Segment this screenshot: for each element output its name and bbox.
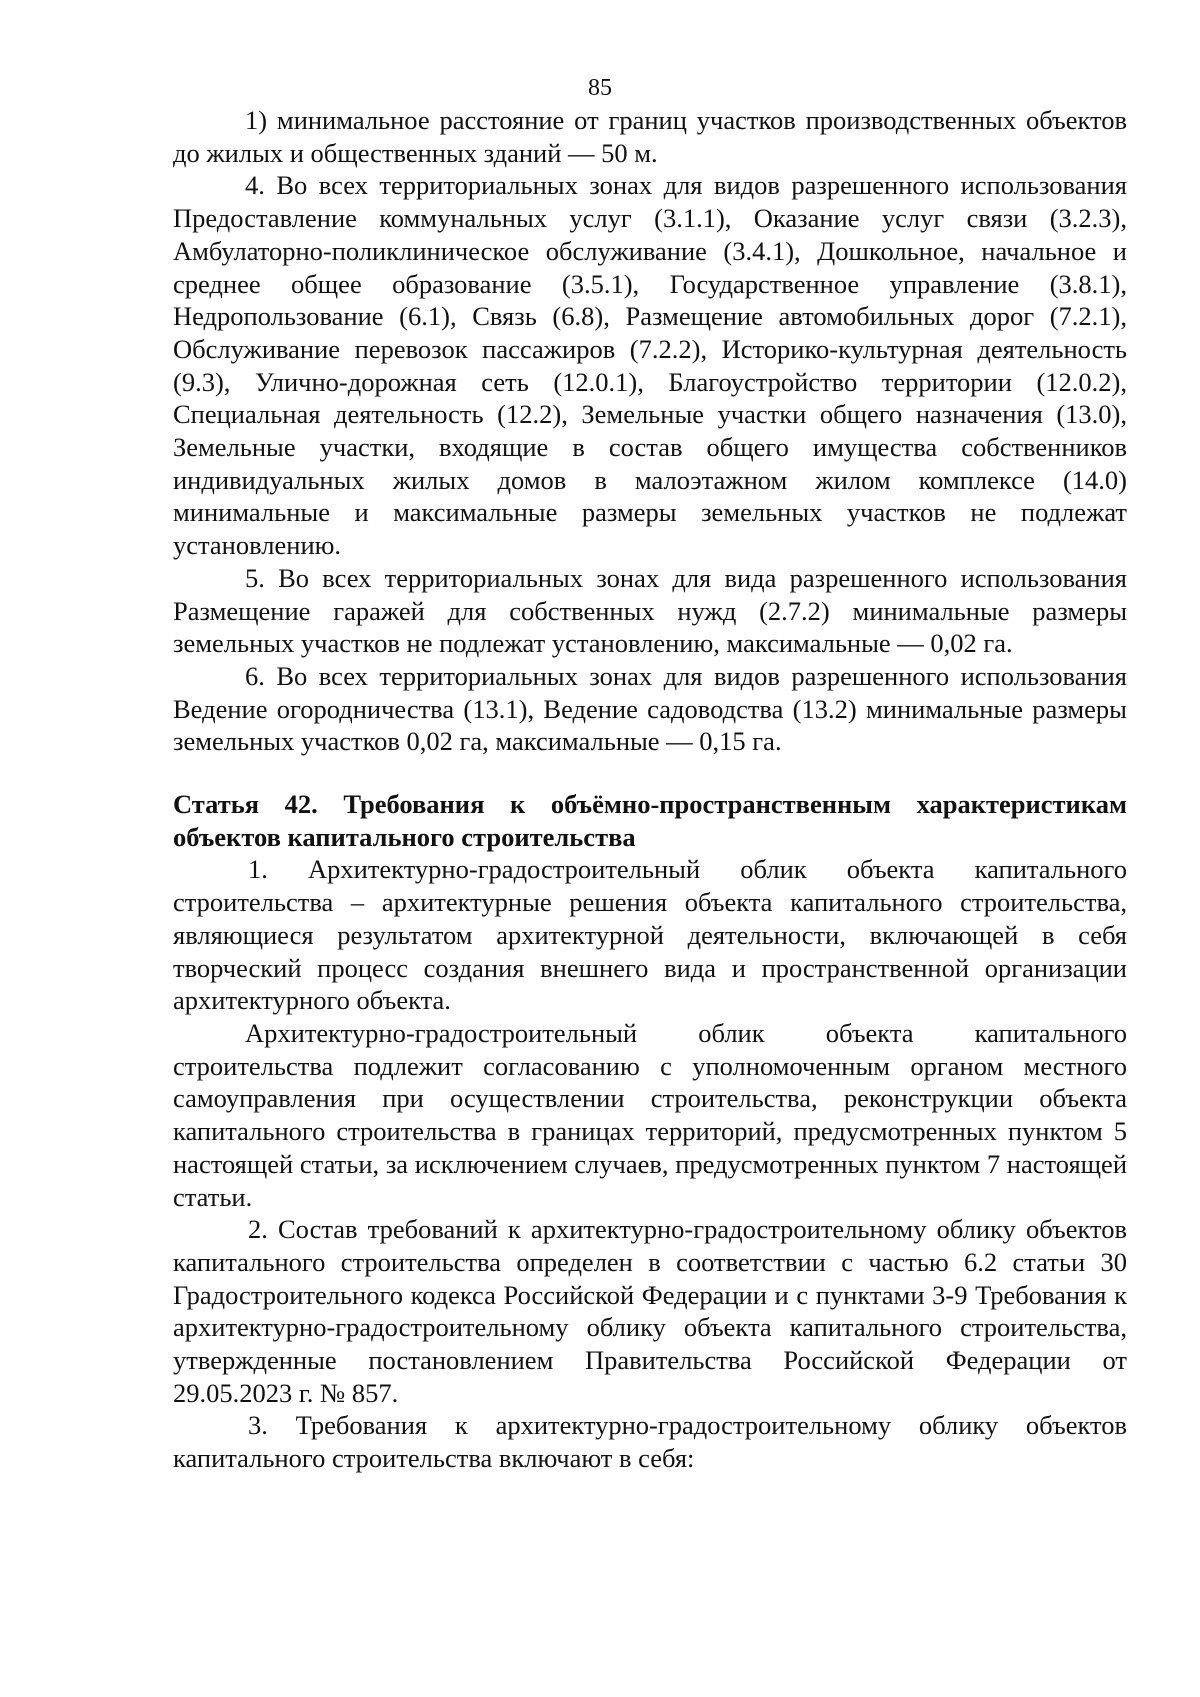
article-paragraph-1: 1. Архитектурно-градостроительный облик объекта капитального строительства – архитектурные решения объекта капитального строительства, являющиеся результатом архитектурной деятельности, включающей в себя творческий процесс создания внешнего вида и пространственной организации архитектурного объекта. xyxy=(173,854,1127,1016)
article-paragraph-2: 2. Состав требований к архитектурно-градостроительному облику объектов капитального строительства определен в соответствии с частью 6.2 статьи 30 Градостроительного кодекса Российской Федерации и с пунктами 3-9 Требования к архитектурно-градостроительному облику объекта капитального строительства, утвержденные постановлением Правительства Российской Федерации от 29.05.2023 г. № 857. xyxy=(173,1214,1127,1408)
paragraph-item-4: 4. Во всех территориальных зонах для видов разрешенного использования Предоставление коммунальных услуг (3.1.1), Оказание услуг связи (3.2.3), Амбулаторно-поликлиническое обслуживание (3.4.1), Дошкольное, начальное и среднее общее образование (3.5.1), Государственное управление (3.8.1), Недропользование (6.1), Связь (6.8), Размещение автомобильных дорог (7.2.1), Обслуживание перевозок пассажиров (7.2.2), Историко-культурная деятельность (9.3), Улично-дорожная сеть (12.0.1), Благоустройство территории (12.0.2), Специальная деятельность (12.2), Земельные участки общего назначения (13.0), Земельные участки, входящие в состав общего имущества собственников индивидуальных жилых домов в малоэтажном жилом комплексе (14.0) минимальные и максимальные размеры земельных участков не подлежат установлению. xyxy=(173,170,1127,561)
page-number: 85 xyxy=(588,75,612,101)
article-heading: Статья 42. Требования к объёмно-пространственным характеристикам объектов капитального строительства xyxy=(173,789,1127,852)
paragraph-item-1: 1) минимальное расстояние от границ участков производственных объектов до жилых и общественных зданий — 50 м. xyxy=(173,105,1127,168)
paragraph-item-6: 6. Во всех территориальных зонах для видов разрешенного использования Ведение огородничества (13.1), Ведение садоводства (13.2) минимальные размеры земельных участков 0,02 га, максимальные — 0,15 га. xyxy=(173,660,1127,757)
article-paragraph-3: 3. Требования к архитектурно-градостроительному облику объектов капитального строительства включают в себя: xyxy=(173,1410,1127,1474)
paragraph-item-5: 5. Во всех территориальных зонах для вида разрешенного использования Размещение гаражей для собственных нужд (2.7.2) минимальные размеры земельных участков не подлежат установлению, максимальные — 0,02 га. xyxy=(173,562,1127,659)
article-paragraph-1-continued: Архитектурно-градостроительный облик объекта капитального строительства подлежит согласованию с уполномоченным органом местного самоуправления при осуществлении строительства, реконструкции объекта капитального строительства в границах территорий, предусмотренных пунктом 5 настоящей статьи, за исключением случаев, предусмотренных пунктом 7 настоящей статьи. xyxy=(173,1017,1127,1212)
document-body xyxy=(173,104,1127,1475)
